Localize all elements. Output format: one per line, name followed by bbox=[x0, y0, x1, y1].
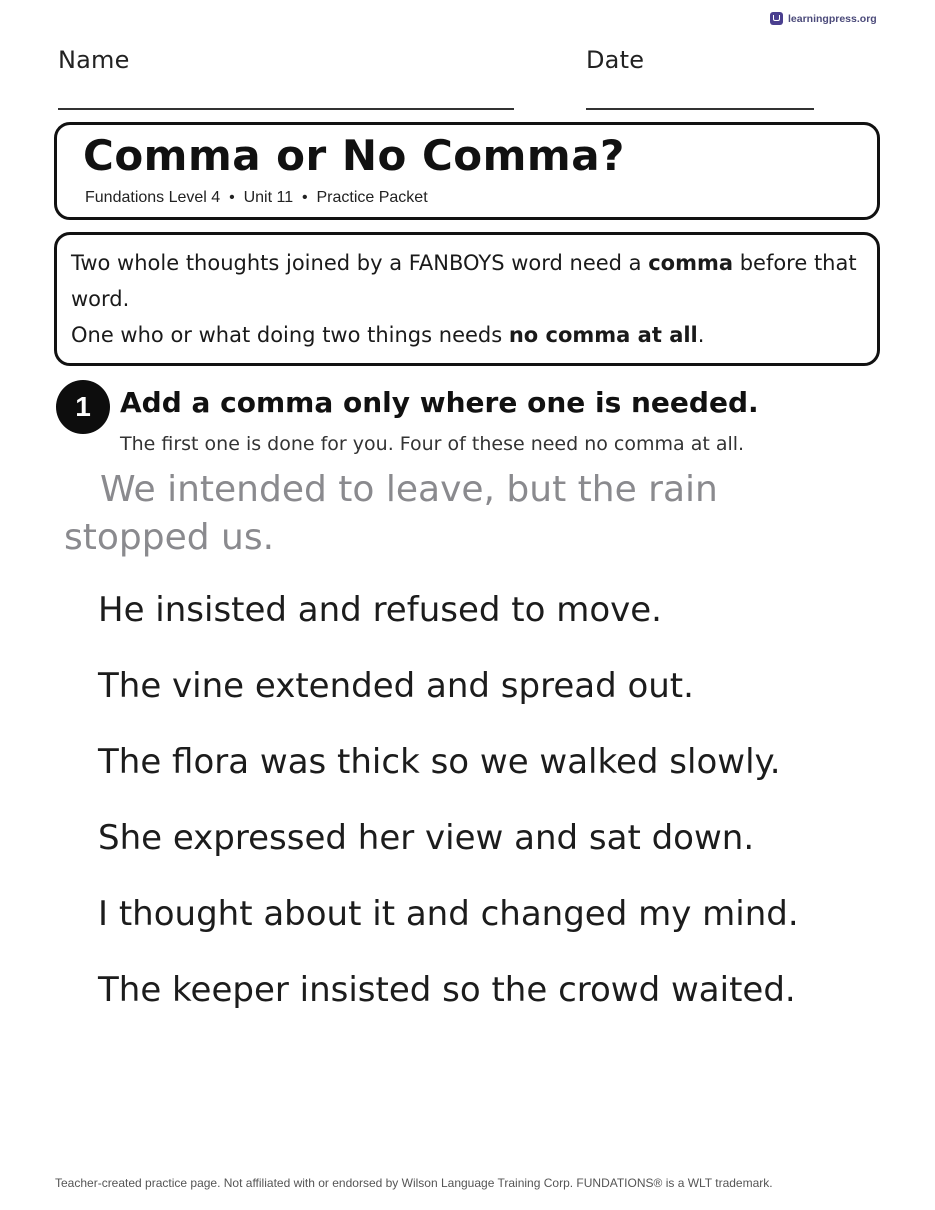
name-label: Name bbox=[58, 46, 130, 74]
rule-line-1-text: Two whole thoughts joined by a FANBOYS word need a bbox=[71, 251, 649, 275]
footer-disclaimer: Teacher-created practice page. Not affiliated with or endorsed by Wilson Language Training Corp. FUNDATIONS® is a WLT trademark. bbox=[55, 1176, 773, 1190]
rule-line-2 bbox=[71, 317, 863, 353]
brand-logo[interactable] bbox=[770, 12, 877, 25]
sentence-item[interactable]: The vine extended and spread out. bbox=[98, 666, 694, 706]
rule-line-2-text: One who or what doing two things needs bbox=[71, 323, 509, 347]
page-title: Comma or No Comma? bbox=[83, 131, 625, 180]
learningpress-logo-icon bbox=[770, 12, 783, 25]
date-line[interactable] bbox=[586, 108, 814, 110]
sentence-item[interactable]: The keeper insisted so the crowd waited. bbox=[98, 970, 796, 1010]
title-box bbox=[54, 122, 880, 220]
sentence-item[interactable]: He insisted and refused to move. bbox=[98, 590, 662, 630]
name-line[interactable] bbox=[58, 108, 514, 110]
sentence-item[interactable]: I thought about it and changed my mind. bbox=[98, 894, 799, 934]
rule-line-1-bold: comma bbox=[648, 251, 734, 275]
rule-box bbox=[54, 232, 880, 366]
rule-line-2-end: . bbox=[697, 323, 705, 347]
rule-line-1-end: before that word. bbox=[71, 251, 857, 311]
example-sentence: We intended to leave, but the rain stopped us. bbox=[64, 469, 718, 558]
rule-line-1 bbox=[71, 245, 863, 317]
sentence-item[interactable]: The flora was thick so we walked slowly. bbox=[98, 742, 781, 782]
date-label: Date bbox=[586, 46, 645, 74]
instruction-heading: Add a comma only where one is needed. bbox=[120, 386, 759, 419]
brand-name: learningpress.org bbox=[788, 12, 877, 25]
sentence-list bbox=[98, 590, 799, 1046]
page-subtitle: Fundations Level 4 • Unit 11 • Practice Packet bbox=[85, 189, 428, 206]
step-number-badge: 1 bbox=[56, 380, 110, 434]
rule-line-2-bold: no comma at all bbox=[508, 323, 698, 347]
sentence-item[interactable]: She expressed her view and sat down. bbox=[98, 818, 755, 858]
instruction-subtext: The first one is done for you. Four of these need no comma at all. bbox=[120, 433, 745, 455]
